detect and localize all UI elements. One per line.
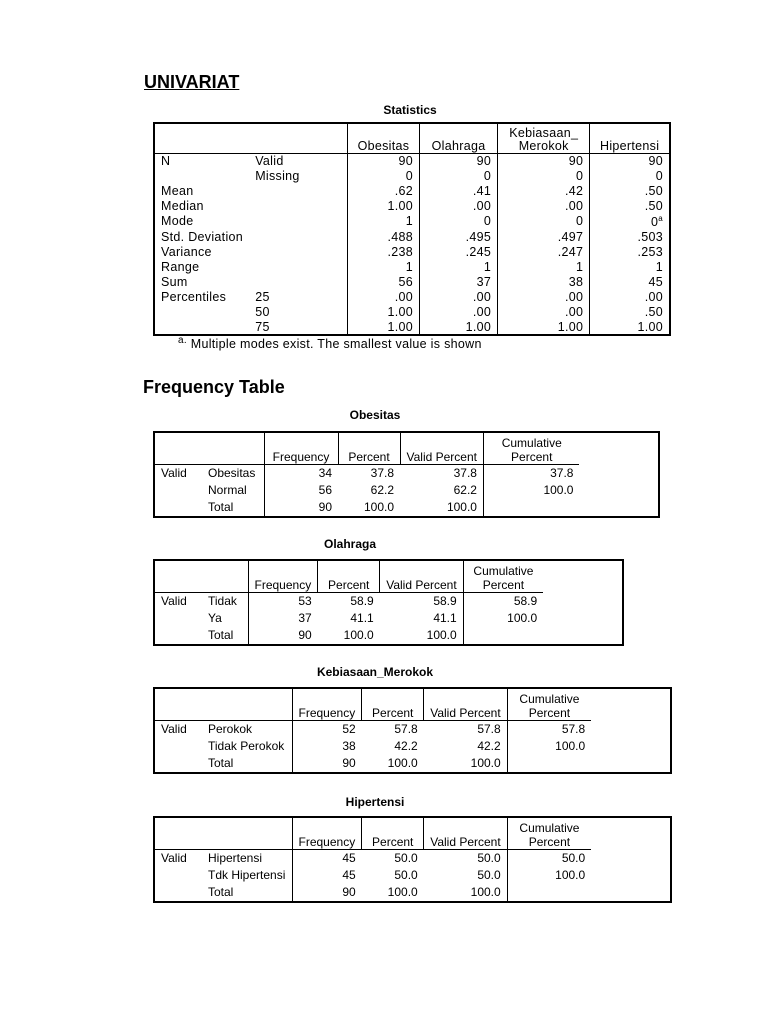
freq-caption: Hipertensi	[345, 795, 405, 809]
stats-row-label: N	[161, 153, 171, 168]
row-valid-percent: 100.0	[426, 628, 457, 643]
stats-value: .488	[347, 229, 419, 244]
row-group: Valid	[161, 466, 187, 480]
stats-value: .00	[420, 305, 498, 320]
stats-value: 1.00	[420, 320, 498, 335]
stats-row	[154, 183, 670, 198]
freq-row	[154, 627, 623, 645]
stats-row	[154, 290, 670, 305]
stats-row-label	[154, 320, 249, 335]
row-frequency: 90	[298, 628, 312, 643]
row-group: Valid	[161, 594, 187, 608]
row-frequency: 90	[342, 885, 356, 900]
statistics-table	[153, 122, 671, 336]
row-group	[154, 738, 202, 756]
frequency-heading: Frequency Table	[143, 377, 285, 397]
row-frequency: 37	[298, 611, 312, 626]
stats-row-sub	[249, 259, 347, 274]
row-valid-percent: 50.0	[477, 868, 501, 883]
row-percent: 100.0	[343, 628, 374, 643]
freq-table-obesitas	[153, 431, 660, 518]
row-cumulative: 57.8	[507, 720, 591, 738]
stats-value: 1	[498, 259, 590, 274]
row-frequency: 90	[342, 756, 356, 771]
stats-row-label: Median	[161, 199, 204, 214]
stats-value: .238	[347, 244, 419, 259]
stats-value: .41	[420, 183, 498, 198]
freq-caption: Kebiasaan_Merokok	[316, 665, 434, 679]
row-cumulative: 37.8	[483, 464, 579, 482]
row-label: Tidak Perokok	[202, 738, 292, 756]
row-frequency: 45	[342, 868, 356, 883]
row-frequency: 45	[342, 851, 356, 865]
stats-header-hipertensi: Hipertensi	[590, 123, 670, 153]
header-valid-percent: Valid Percent	[424, 688, 507, 720]
freq-row	[154, 610, 623, 628]
footnote-text: Multiple modes exist. The smallest value is shown	[190, 337, 482, 352]
row-cumulative	[463, 627, 543, 645]
freq-row	[154, 499, 659, 517]
row-valid-percent: 100.0	[470, 885, 501, 900]
stats-value: 37	[420, 275, 498, 290]
stats-value: 90	[498, 153, 590, 168]
statistics-footnote	[178, 335, 482, 351]
header-cumulative-percent	[463, 560, 543, 592]
header-cumulative: Cumulative	[473, 563, 534, 578]
stats-value: .42	[498, 183, 590, 198]
header-valid-percent: Valid Percent	[424, 817, 507, 849]
row-valid-percent: 57.8	[477, 722, 501, 736]
row-frequency: 52	[342, 722, 356, 736]
row-frequency: 56	[318, 483, 332, 498]
stats-row-sub	[249, 183, 347, 198]
row-group	[154, 482, 202, 500]
stats-value: 56	[347, 275, 419, 290]
header-cumulative-sub: Percent	[528, 705, 571, 720]
stats-value: 38	[498, 275, 590, 290]
stats-value: .00	[590, 290, 670, 305]
stats-value: 1.00	[498, 320, 590, 335]
stats-row	[154, 305, 670, 320]
row-percent: 100.0	[387, 885, 418, 900]
stats-value: .50	[590, 305, 670, 320]
stats-value: 0	[420, 214, 498, 229]
stats-row-sub	[249, 229, 347, 244]
header-cumulative-percent	[507, 817, 591, 849]
row-label: Tidak	[202, 592, 248, 610]
freq-table-kebiasaan-merokok	[153, 687, 672, 774]
freq-row	[154, 867, 671, 885]
stats-value: 0	[420, 168, 498, 183]
row-label: Total	[202, 884, 292, 902]
header-frequency: Frequency	[264, 432, 338, 464]
row-valid-percent: 42.2	[477, 739, 501, 754]
statistics-caption: Statistics	[383, 103, 437, 117]
statistics-body	[154, 153, 670, 335]
stats-value: 1.00	[347, 305, 419, 320]
row-group	[154, 610, 202, 628]
row-cumulative: 100.0	[507, 867, 591, 885]
row-frequency: 53	[298, 594, 312, 608]
stats-row-label: Std. Deviation	[161, 229, 244, 244]
stats-row-label: Mean	[161, 183, 194, 198]
stats-value: .245	[420, 244, 498, 259]
row-label: Ya	[202, 610, 248, 628]
freq-row	[154, 738, 671, 756]
row-cumulative: 100.0	[483, 482, 579, 500]
stats-row-label	[154, 168, 249, 183]
header-percent: Percent	[362, 688, 424, 720]
row-percent: 100.0	[363, 500, 394, 515]
header-frequency: Frequency	[292, 688, 362, 720]
header-cumulative-sub: Percent	[511, 449, 553, 464]
freq-row	[154, 884, 671, 902]
row-valid-percent: 100.0	[446, 500, 477, 515]
stats-header-obesitas: Obesitas	[347, 123, 419, 153]
header-cumulative-percent	[507, 688, 591, 720]
stats-row-sub	[249, 275, 347, 290]
stats-value: 1.00	[347, 199, 419, 214]
row-cumulative: 50.0	[507, 849, 591, 867]
stats-row-sub: 50	[255, 305, 270, 320]
row-frequency: 38	[342, 739, 356, 754]
row-valid-percent: 62.2	[453, 483, 477, 498]
row-group	[154, 499, 202, 517]
stats-value: 1.00	[590, 320, 670, 335]
stats-row	[154, 320, 670, 335]
row-percent: 100.0	[387, 756, 418, 771]
row-percent: 62.2	[370, 483, 394, 498]
row-percent: 58.9	[350, 594, 374, 608]
stats-header-olahraga: Olahraga	[420, 123, 498, 153]
row-cumulative	[507, 884, 591, 902]
stats-value: 0	[498, 168, 590, 183]
row-group: Valid	[161, 722, 187, 736]
header-cumulative-sub: Percent	[528, 834, 571, 849]
row-cumulative	[507, 755, 591, 773]
row-valid-percent: 100.0	[470, 756, 501, 771]
stats-value: .495	[420, 229, 498, 244]
freq-row	[154, 849, 671, 867]
stats-value: .503	[590, 229, 670, 244]
header-cumulative: Cumulative	[519, 691, 580, 706]
stats-row-sub: Valid	[255, 153, 284, 168]
row-percent: 37.8	[370, 466, 394, 480]
freq-row	[154, 592, 623, 610]
footnote-marker: a.	[178, 335, 187, 346]
stats-row-sub: 75	[255, 320, 270, 335]
stats-value: 0$^a$	[590, 214, 670, 229]
stats-value: .00	[498, 305, 590, 320]
stats-value: .00	[498, 199, 590, 214]
stats-row-sub	[249, 199, 347, 214]
freq-table-olahraga	[153, 559, 624, 646]
stats-value: 0	[498, 214, 590, 229]
row-group	[154, 627, 202, 645]
freq-row	[154, 464, 659, 482]
freq-row	[154, 720, 671, 738]
row-percent: 50.0	[394, 851, 418, 865]
stats-value: .497	[498, 229, 590, 244]
header-percent: Percent	[338, 432, 400, 464]
stats-row-label: Range	[161, 259, 200, 274]
row-valid-percent: 58.9	[433, 594, 457, 608]
row-label: Perokok	[202, 720, 292, 738]
row-frequency: 90	[318, 500, 332, 515]
stats-value: .00	[347, 290, 419, 305]
row-label: Total	[202, 755, 292, 773]
header-cumulative: Cumulative	[501, 435, 562, 450]
stats-row-label: Variance	[161, 244, 212, 259]
stats-row	[154, 275, 670, 290]
row-group: Valid	[161, 851, 187, 865]
stats-value: .00	[420, 290, 498, 305]
stats-value: .247	[498, 244, 590, 259]
stats-value: 1.00	[347, 320, 419, 335]
stats-value: 1	[347, 259, 419, 274]
stats-header-merokok: Kebiasaan_ Merokok	[498, 123, 590, 153]
stats-row-label: Percentiles	[161, 290, 227, 305]
header-cumulative-percent	[483, 432, 579, 464]
header-frequency: Frequency	[292, 817, 362, 849]
page-title: UNIVARIAT	[144, 72, 240, 92]
freq-row	[154, 755, 671, 773]
row-group	[154, 867, 202, 885]
stats-row-sub: Missing	[255, 168, 300, 183]
row-percent: 41.1	[350, 611, 374, 626]
stats-row	[154, 259, 670, 274]
row-label: Tdk Hipertensi	[202, 867, 292, 885]
row-label: Hipertensi	[202, 849, 292, 867]
row-percent: 57.8	[394, 722, 418, 736]
row-cumulative: 100.0	[463, 610, 543, 628]
stats-row	[154, 244, 670, 259]
header-percent: Percent	[362, 817, 424, 849]
stats-value: 1	[590, 259, 670, 274]
stats-value: .50	[590, 183, 670, 198]
header-valid-percent: Valid Percent	[380, 560, 463, 592]
stats-value: 1	[420, 259, 498, 274]
header-cumulative-sub: Percent	[482, 577, 525, 592]
stats-row	[154, 168, 670, 183]
row-label: Normal	[202, 482, 264, 500]
stats-value: .00	[420, 199, 498, 214]
stats-value: 90	[420, 153, 498, 168]
stats-row-sub	[249, 214, 347, 229]
stats-value: 45	[590, 275, 670, 290]
header-frequency: Frequency	[248, 560, 318, 592]
row-label: Obesitas	[202, 464, 264, 482]
row-frequency: 34	[318, 466, 332, 480]
stats-value: 0	[347, 168, 419, 183]
freq-table-hipertensi	[153, 816, 672, 903]
row-group	[154, 884, 202, 902]
stats-row	[154, 229, 670, 244]
header-percent: Percent	[318, 560, 380, 592]
stats-value: .50	[590, 199, 670, 214]
row-cumulative	[483, 499, 579, 517]
row-percent: 50.0	[394, 868, 418, 883]
freq-row	[154, 482, 659, 500]
row-valid-percent: 37.8	[453, 466, 477, 480]
row-valid-percent: 41.1	[433, 611, 457, 626]
stats-value: .253	[590, 244, 670, 259]
stats-row	[154, 199, 670, 214]
stats-row-label: Mode	[161, 214, 194, 229]
stats-row-sub	[249, 244, 347, 259]
row-percent: 42.2	[394, 739, 418, 754]
freq-caption: Obesitas	[349, 408, 401, 422]
header-cumulative: Cumulative	[519, 820, 580, 835]
row-cumulative: 58.9	[463, 592, 543, 610]
row-valid-percent: 50.0	[477, 851, 501, 865]
stats-row-label: Sum	[161, 275, 188, 290]
stats-value: 1	[347, 214, 419, 229]
stats-value: .00	[498, 290, 590, 305]
row-label: Total	[202, 627, 248, 645]
stats-row	[154, 153, 670, 168]
freq-caption: Olahraga	[323, 537, 377, 551]
stats-row	[154, 214, 670, 229]
header-valid-percent: Valid Percent	[400, 432, 483, 464]
stats-value: .62	[347, 183, 419, 198]
row-cumulative: 100.0	[507, 738, 591, 756]
stats-value: 90	[590, 153, 670, 168]
row-label: Total	[202, 499, 264, 517]
stats-value: 0	[590, 168, 670, 183]
row-group	[154, 755, 202, 773]
stats-row-sub: 25	[255, 290, 270, 305]
stats-row-label	[154, 305, 249, 320]
stats-value: 90	[347, 153, 419, 168]
